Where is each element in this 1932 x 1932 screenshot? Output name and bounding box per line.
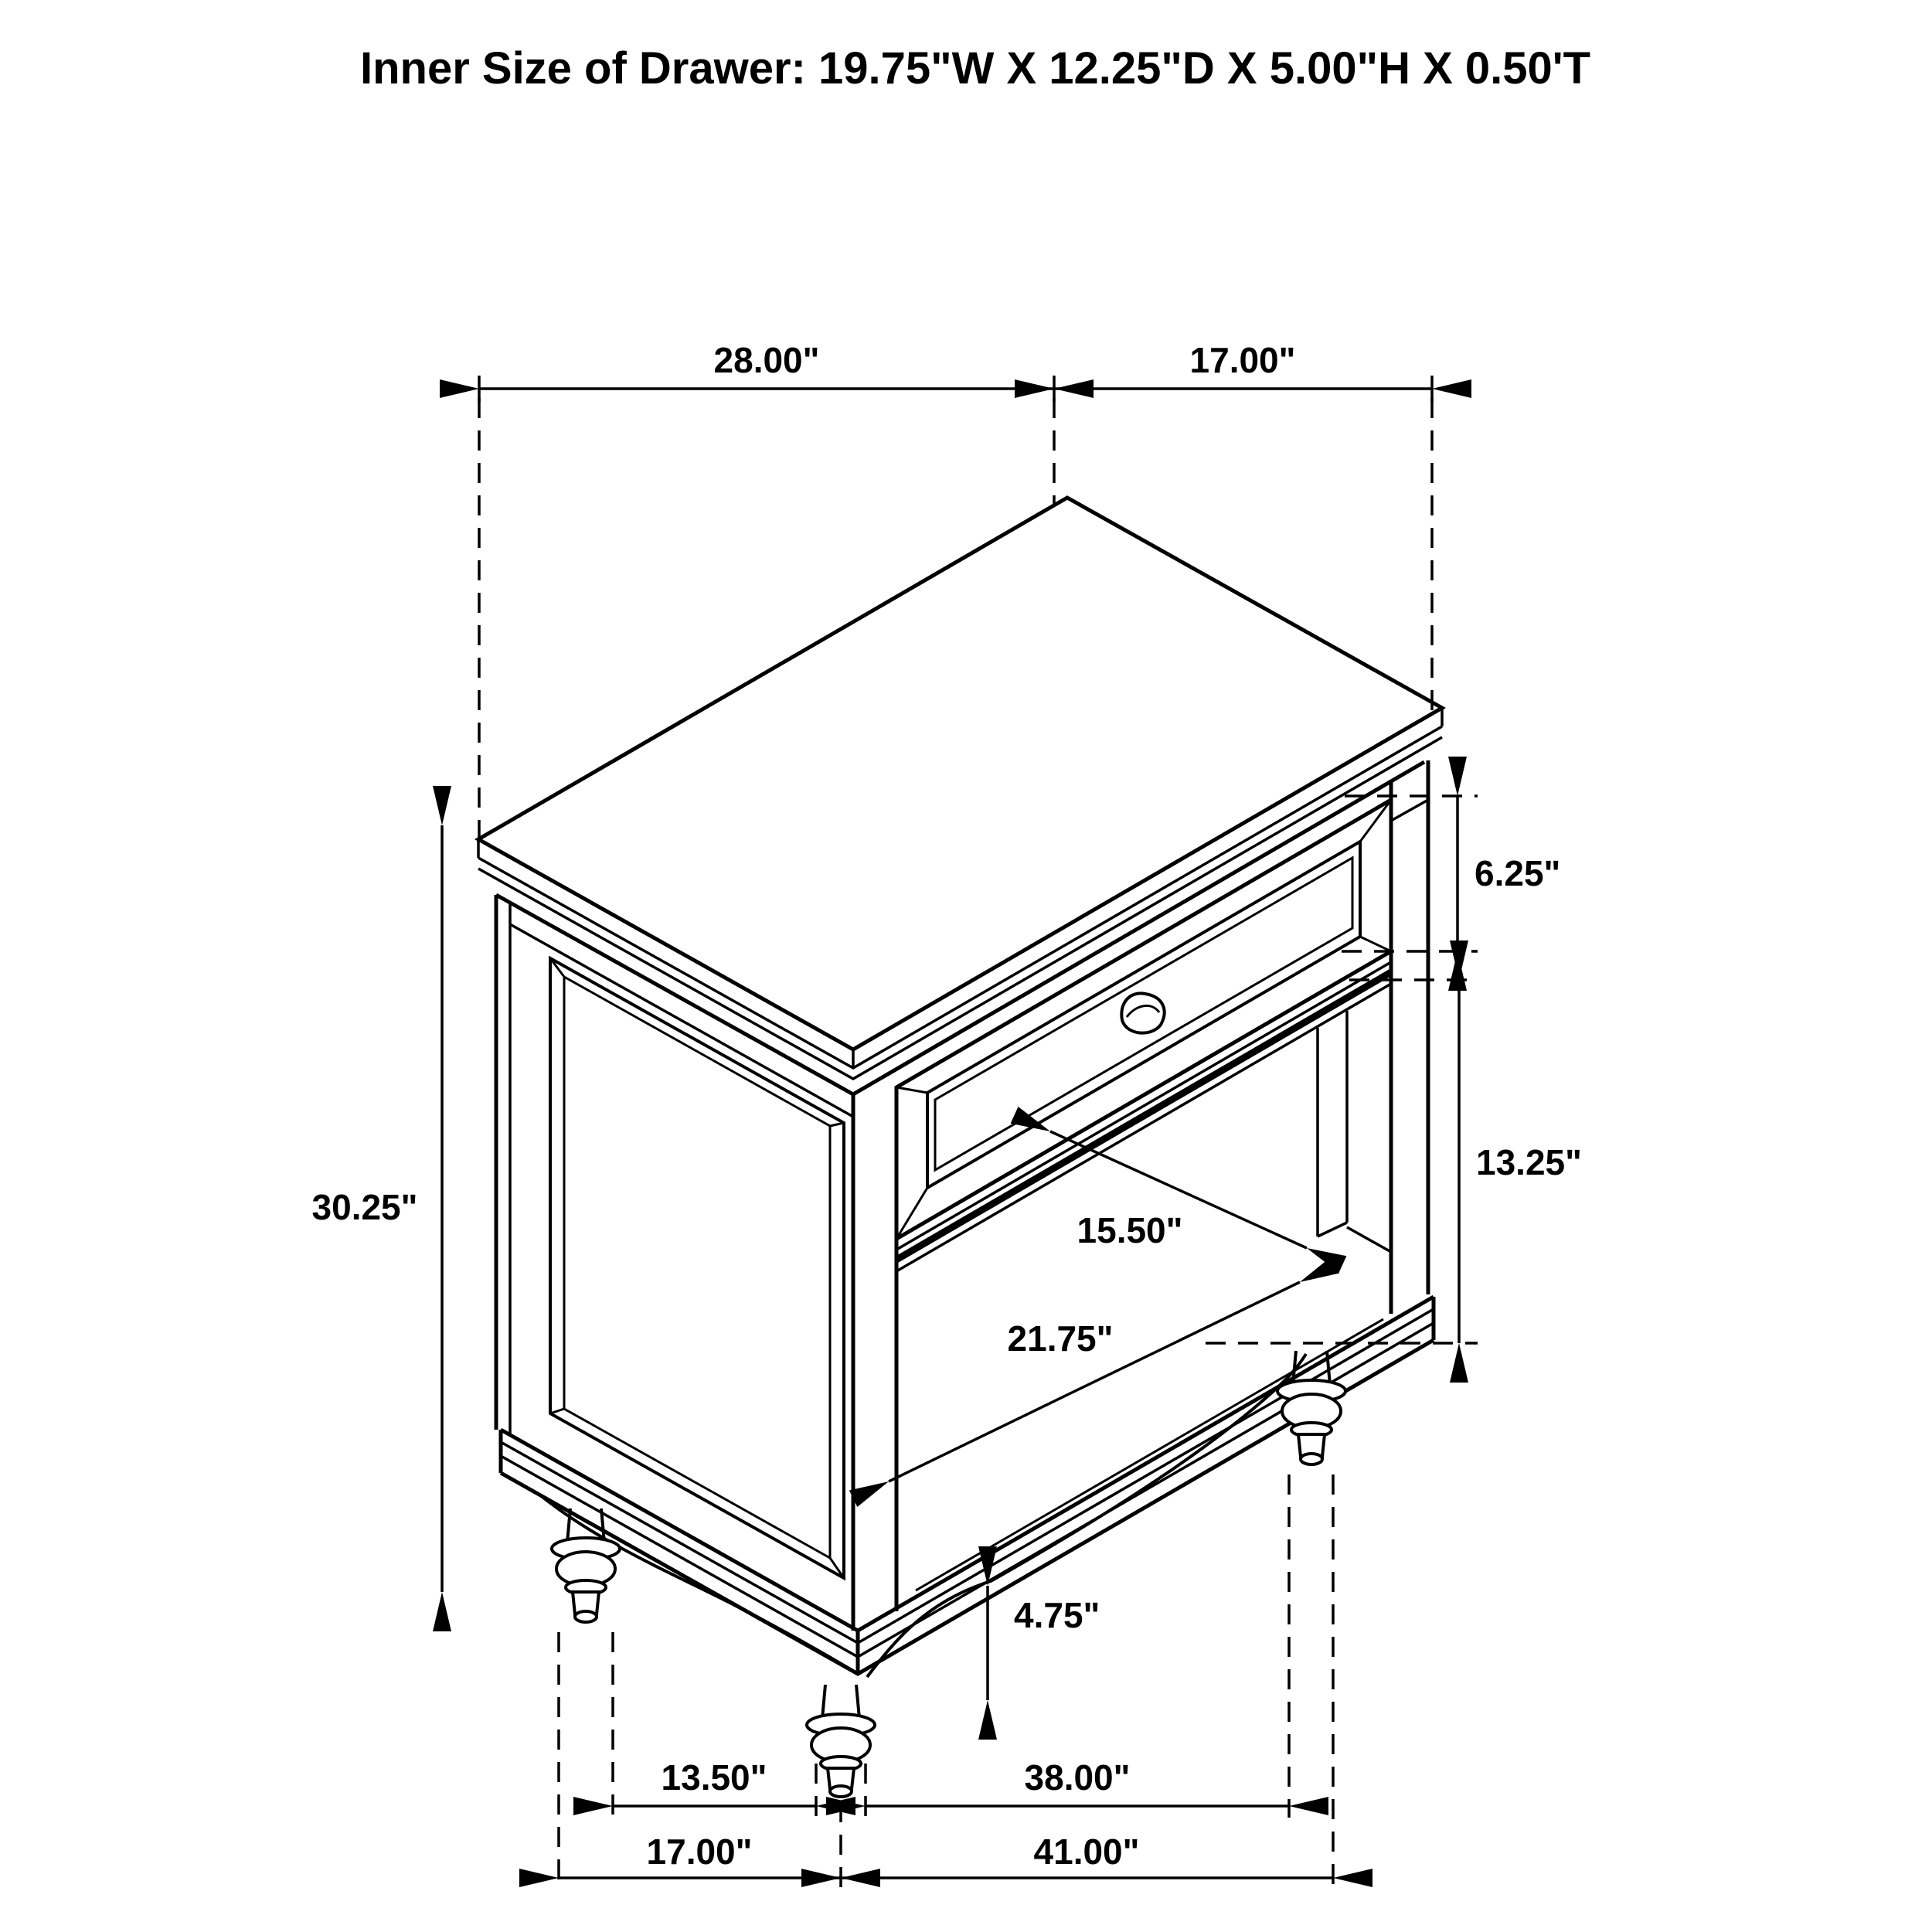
dimension-lines [442, 376, 1459, 1878]
dim-label-drawer-height: 6.25" [1475, 853, 1561, 893]
dim-label-shelf-width: 21.75" [1007, 1318, 1114, 1359]
dim-label-outer-leg-width: 38.00" [1024, 1757, 1131, 1798]
dim-label-leg-height: 4.75" [1014, 1595, 1100, 1635]
base-molding [501, 1297, 1434, 1677]
dim-label-total-span: 41.00" [1033, 1832, 1140, 1872]
page-title: Inner Size of Drawer: 19.75"W X 12.25"D X 5.00"H X 0.50'T [359, 43, 1591, 94]
dim-label-top-width: 28.00" [713, 340, 820, 380]
front-corner-post [853, 1094, 896, 1631]
dim-label-inner-leg-width: 13.50" [661, 1757, 767, 1798]
left-side-panel [550, 958, 844, 1578]
nightstand-drawing [478, 498, 1442, 1797]
dim-label-opening-height: 13.25" [1476, 1142, 1582, 1182]
dim-label-height: 30.25" [311, 1187, 418, 1227]
dim-label-leg-depth: 17.00" [646, 1832, 753, 1872]
drawer-handle [1121, 993, 1164, 1032]
right-corner-post [1391, 760, 1428, 1314]
dim-label-top-depth: 17.00" [1189, 340, 1296, 380]
dim-label-shelf-depth: 15.50" [1077, 1210, 1183, 1250]
